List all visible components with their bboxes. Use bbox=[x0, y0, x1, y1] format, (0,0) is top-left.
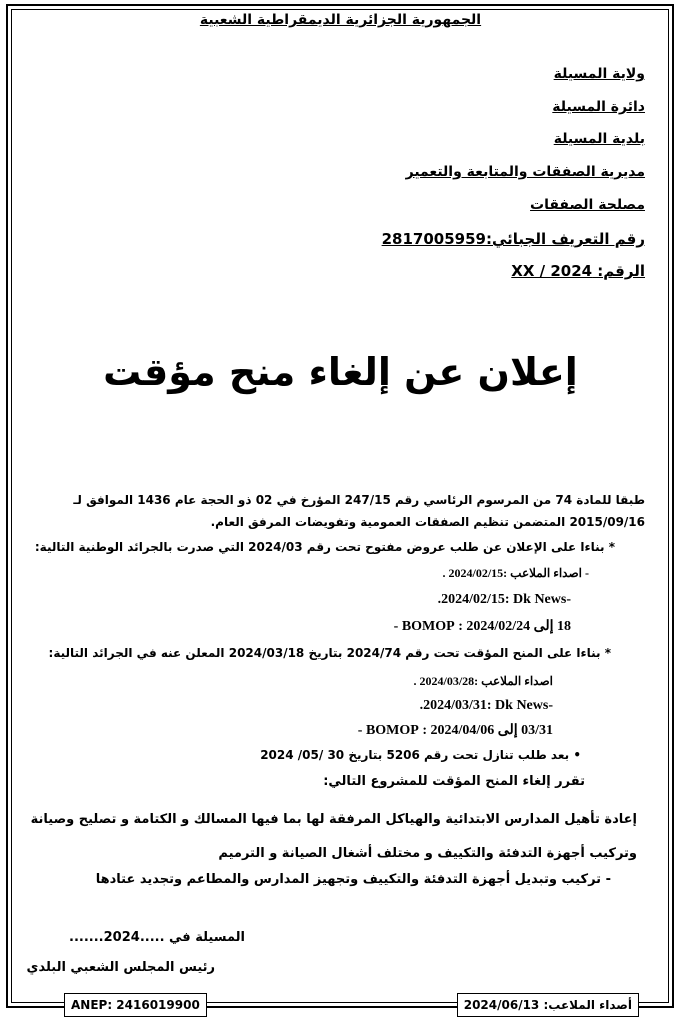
signature-title: رئيس المجلس الشعبي البلدي bbox=[26, 960, 215, 975]
tender-paper-3: 18 إلى 2024/02/24 : BOMOP - bbox=[393, 619, 571, 634]
newspaper-reference: أصداء الملاعب: 2024/06/13 bbox=[457, 993, 639, 1017]
page-title: إعلان عن إلغاء منح مؤقت bbox=[103, 350, 578, 394]
tender-paper-2: .2024/02/15: Dk News- bbox=[437, 592, 571, 607]
provisional-award-reference: * بناءا على المنح المؤقت تحت رقم 2024/74 بتاريخ 2024/03/18 المعلن عنه في الجرائد التالية: bbox=[48, 646, 611, 660]
award-paper-1: اصداء الملاعب :2024/03/28 . bbox=[413, 674, 553, 688]
signature-place-date: المسيلة في .....2024....... bbox=[69, 930, 245, 945]
legal-basis-line1: طبقا للمادة 74 من المرسوم الرئاسي رقم 247/15 المؤرخ في 02 ذو الحجة عام 1436 الموافق لـ bbox=[73, 493, 645, 507]
award-paper-3: 03/31 إلى 2024/04/06 : BOMOP - bbox=[357, 723, 553, 738]
anep-reference: ANEP: 2416019900 bbox=[64, 993, 207, 1017]
withdrawal-request: • بعد طلب تنازل تحت رقم 5206 بتاريخ 30 /05/ 2024 bbox=[260, 748, 581, 762]
wilaya-label: ولاية المسيلة bbox=[553, 66, 645, 82]
tax-id: رقم التعريف الجبائي:2817005959 bbox=[381, 230, 645, 248]
tender-paper-1: - اصداء الملاعب :2024/02/15 . bbox=[442, 566, 589, 580]
project-line-3: - تركيب وتبديل أجهزة التدفئة والتكييف وتجهيز المدارس والمطاعم وتجديد عتادها bbox=[95, 872, 611, 887]
award-paper-2: .2024/03/31: Dk News- bbox=[419, 698, 553, 713]
service-label: مصلحة الصفقات bbox=[530, 197, 645, 213]
commune-label: بلدية المسيلة bbox=[553, 131, 645, 147]
tender-reference: * بناءا على الإعلان عن طلب عروض مفتوح تحت رقم 2024/03 التي صدرت بالجرائد الوطنية التالية: bbox=[34, 540, 615, 554]
project-line-2: وتركيب أجهزة التدفئة والتكييف و مختلف أشغال الصيانة و الترميم bbox=[218, 846, 637, 861]
reference-number: الرقم: XX / 2024 bbox=[511, 262, 645, 280]
daira-label: دائرة المسيلة bbox=[552, 99, 645, 115]
directorate-label: مديرية الصفقات والمتابعة والتعمير bbox=[405, 164, 645, 180]
republic-header: الجمهورية الجزائرية الديمقراطية الشعبية bbox=[199, 12, 482, 28]
project-line-1: إعادة تأهيل المدارس الابتدائية والهياكل المرفقة لها بما فيها المسالك و الكتامة و تصليح وصيانة bbox=[30, 812, 637, 827]
legal-basis-line2: 2015/09/16 المتضمن تنظيم الصفقات العمومية وتفويضات المرفق العام. bbox=[210, 515, 645, 529]
decision-statement: تقرر إلغاء المنح المؤقت للمشروع التالي: bbox=[323, 774, 585, 789]
